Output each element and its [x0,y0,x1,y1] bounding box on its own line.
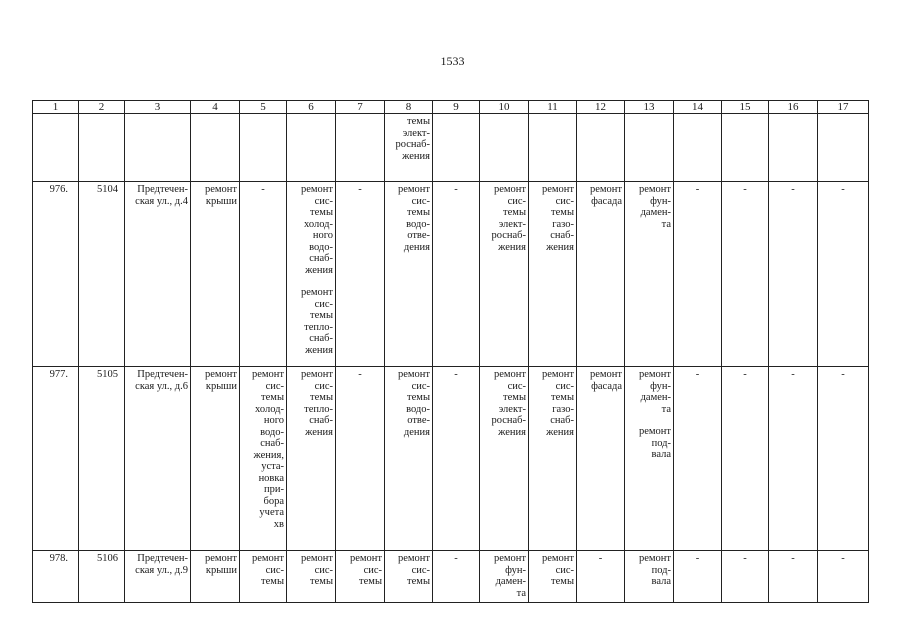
column-number-row [33,101,869,114]
facade-cell: ремонт фасада [577,367,625,551]
col-header: 7 [336,101,385,114]
page-number: 1533 [440,54,465,68]
registry-number: 5105 [79,367,125,551]
cell-9: - [433,367,480,551]
hot-water-cell: - [336,367,385,551]
col-header: 8 [385,101,433,114]
cell-17: - [818,551,869,603]
roof-repair: ремонт крыши [191,367,240,551]
gas-cell: ремонт сис- темы газо- снаб- жения [529,367,577,551]
col-header: 17 [818,101,869,114]
hot-water-cell: - [336,182,385,367]
address: Предтечен- ская ул., д.6 [125,367,191,551]
cell-9: - [433,551,480,603]
heating-cell [287,367,336,551]
cell-text: ремонт сис- темы тепло- снаб- жения [300,369,333,438]
cold-water-cell: ремонт сис- темы [240,551,287,603]
cell-text: ремонт сис- темы тепло- снаб- жения [300,287,333,356]
cell-17: - [818,367,869,551]
gas-cell: ремонт сис- темы [529,551,577,603]
facade-cell: - [577,551,625,603]
col-header: 2 [79,101,125,114]
cell-15: - [722,367,769,551]
cell-14: - [674,182,722,367]
col-header: 16 [769,101,818,114]
cell-text: ремонт фун- дамен- та [638,369,671,415]
col-header: 3 [125,101,191,114]
cell-16: - [769,367,818,551]
cell-15: - [722,182,769,367]
cell-electric-continuation: темы элект- роснаб- жения [385,114,433,182]
cell-text: ремонт под- вала [638,426,671,460]
row-number: 978. [33,551,79,603]
facade-cell: ремонт фасада [577,182,625,367]
basement-cell: ремонт под- вала [625,551,674,603]
sewerage-cell: ремонт сис- темы водо- отве- дения [385,182,433,367]
table-row [33,182,869,367]
registry-number: 5106 [79,551,125,603]
cell-14: - [674,551,722,603]
cold-water-cell: - [240,182,287,367]
col-header: 15 [722,101,769,114]
foundation-cell [625,367,674,551]
cell-17: - [818,182,869,367]
row-number: 976. [33,182,79,367]
cell-15: - [722,551,769,603]
cell-16: - [769,551,818,603]
foundation-cell [625,182,674,367]
hot-water-cell: ремонт сис- темы [336,551,385,603]
gas-cell: ремонт сис- темы газо- снаб- жения [529,182,577,367]
roof-repair: ремонт крыши [191,182,240,367]
cell-text: ремонт фун- дамен- та [638,184,671,230]
cell-text: ремонт сис- темы холод- ного водо- снаб- жения [300,184,333,276]
col-header: 11 [529,101,577,114]
repair-register-table [32,100,869,603]
roof-repair: ремонт крыши [191,551,240,603]
row-number: 977. [33,367,79,551]
col-header: 10 [480,101,529,114]
sewerage-cell: ремонт сис- темы водо- отве- дения [385,367,433,551]
table-row [33,367,869,551]
heating-cell: ремонт сис- темы [287,551,336,603]
col-header: 9 [433,101,480,114]
col-header: 12 [577,101,625,114]
heating-cell [287,182,336,367]
col-header: 4 [191,101,240,114]
cell-14: - [674,367,722,551]
cell-9: - [433,182,480,367]
electric-cell: ремонт сис- темы элект- роснаб- жения [480,182,529,367]
cell-16: - [769,182,818,367]
col-header: 13 [625,101,674,114]
table-row [33,551,869,603]
sewerage-cell: ремонт сис- темы [385,551,433,603]
electric-cell: ремонт сис- темы элект- роснаб- жения [480,367,529,551]
address: Предтечен- ская ул., д.4 [125,182,191,367]
registry-number: 5104 [79,182,125,367]
col-header: 6 [287,101,336,114]
cold-water-cell: ремонт сис- темы холод- ного водо- снаб- жения, уста- новка при- бора учета хв [240,367,287,551]
col-header: 5 [240,101,287,114]
address: Предтечен- ская ул., д.9 [125,551,191,603]
foundation-cell: ремонт фун- дамен- та [480,551,529,603]
col-header: 1 [33,101,79,114]
continuation-row [33,114,869,182]
col-header: 14 [674,101,722,114]
